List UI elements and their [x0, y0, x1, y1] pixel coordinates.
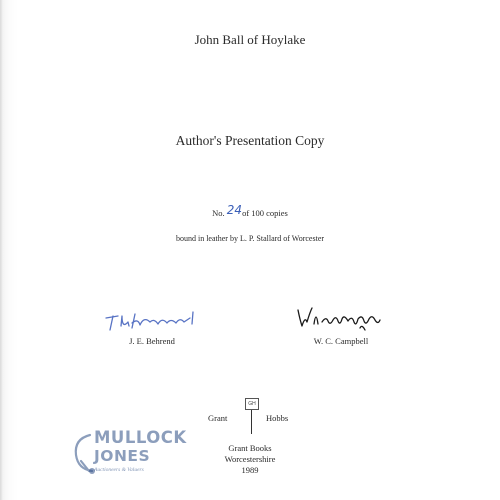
binding-note: bound in leather by L. P. Stallard of Worcester	[175, 234, 325, 243]
copy-suffix: of 100 copies	[242, 208, 288, 218]
campbell-name: W. C. Campbell	[313, 336, 369, 346]
watermark-line-2: JONES	[94, 447, 151, 465]
watermark-line-1: MULLOCK	[94, 428, 187, 447]
imprint-line-publisher: Grant Books	[228, 443, 272, 453]
handwritten-copy-number: 24	[226, 203, 243, 217]
presentation-heading: Author's Presentation Copy	[175, 133, 325, 148]
copy-number-line	[0, 205, 500, 219]
campbell-signature-scribble	[292, 304, 394, 332]
imprint-line-year: 1989	[241, 465, 259, 475]
campbell-signature	[292, 304, 394, 332]
auction-logo-icon	[70, 431, 96, 475]
publisher-left-word: Grant	[208, 413, 228, 423]
publisher-logo: GH	[245, 398, 259, 410]
auction-watermark	[68, 425, 187, 495]
imprint-line-place: Worcestershire	[224, 454, 276, 464]
behrend-name: J. E. Behrend	[129, 336, 175, 346]
watermark-line-3: Auctioneers & Valuers	[94, 467, 144, 473]
behrend-signature	[98, 304, 208, 334]
behrend-signature-scribble	[98, 304, 208, 334]
book-title: John Ball of Hoylake	[194, 32, 306, 47]
copy-prefix: No.	[212, 208, 225, 218]
publisher-right-word: Hobbs	[266, 413, 289, 423]
